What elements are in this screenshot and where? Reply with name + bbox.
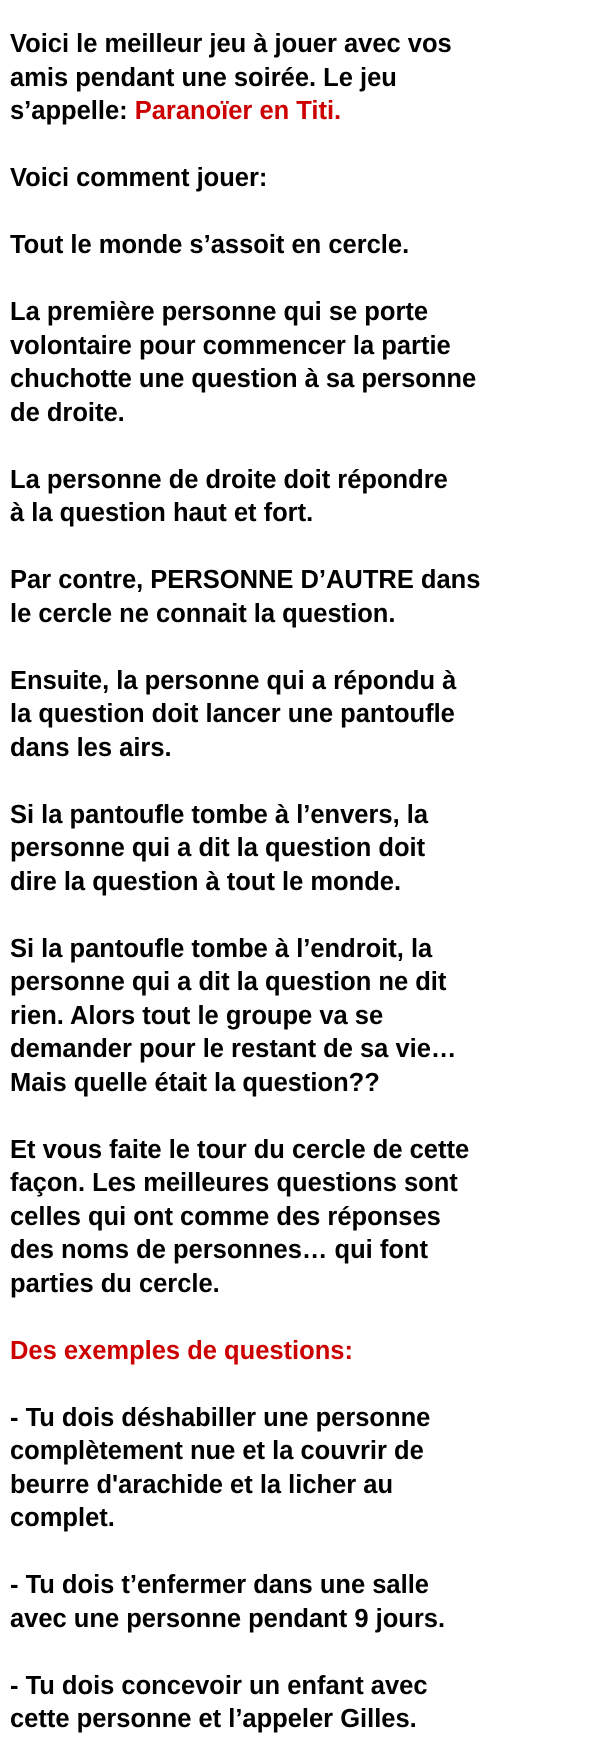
text-line: rien. Alors tout le groupe va se <box>10 1001 384 1030</box>
text-line: demander pour le restant de sa vie… <box>10 1035 457 1063</box>
text-line: Ensuite, la personne qui a répondu à <box>10 666 457 695</box>
text-line: Si la pantoufle tombe à l’endroit, la <box>10 934 433 963</box>
rule-paragraph <box>10 665 596 766</box>
rule-paragraph <box>10 296 596 430</box>
text-line: à la question haut et fort. <box>10 499 314 527</box>
text-line: Voici comment jouer: <box>10 164 268 192</box>
text-line: complètement nue et la couvrir de <box>10 1437 424 1465</box>
text-line: complet. <box>10 1504 115 1532</box>
text-line: - Tu dois t’enfermer dans une salle <box>10 1571 429 1599</box>
text-line: la question doit lancer une pantoufle <box>10 700 455 728</box>
text-line <box>10 95 596 129</box>
text-line: Tout le monde s’assoit en cercle. <box>10 231 410 259</box>
text-line: Par contre, PERSONNE D’AUTRE dans <box>10 566 481 594</box>
rule-paragraph <box>10 1134 596 1302</box>
rule-paragraph <box>10 564 596 631</box>
rule-paragraph <box>10 799 596 900</box>
rule-paragraph <box>10 229 596 263</box>
text-line: Des exemples de questions: <box>10 1336 353 1365</box>
text-line: chuchotte une question à sa personne <box>10 365 477 393</box>
text-line: - Tu dois déshabiller une personne <box>10 1403 431 1432</box>
rule-paragraph <box>10 933 596 1101</box>
text-line: Voici le meilleur jeu à jouer avec vos <box>10 30 452 58</box>
text-line: avec une personne pendant 9 jours. <box>10 1604 446 1633</box>
text-line: cette personne et l’appeler Gilles. <box>10 1705 417 1733</box>
example-item <box>10 1670 596 1737</box>
text-line: Si la pantoufle tombe à l’envers, la <box>10 800 429 829</box>
text-line: de droite. <box>10 398 125 427</box>
text-line: beurre d'arachide et la licher au <box>10 1470 394 1499</box>
text-line: personne qui a dit la question ne dit <box>10 968 447 996</box>
text-line: La première personne qui se porte <box>10 298 429 326</box>
intro-paragraph <box>10 28 596 129</box>
text-line: dans les airs. <box>10 733 172 762</box>
text-line: parties du cercle. <box>10 1269 220 1298</box>
text-line: personne qui a dit la question doit <box>10 834 426 862</box>
text-line: celles qui ont comme des réponses <box>10 1202 441 1231</box>
rule-paragraph <box>10 464 596 531</box>
text-line: Et vous faite le tour du cercle de cette <box>10 1135 470 1164</box>
text-line: La personne de droite doit répondre <box>10 465 448 494</box>
document-body <box>10 28 596 1737</box>
text-line: dire la question à tout le monde. <box>10 867 402 896</box>
how-to-heading <box>10 162 596 196</box>
text-line: le cercle ne connait la question. <box>10 599 396 628</box>
text-line: Mais quelle était la question?? <box>10 1068 380 1097</box>
text-line: volontaire pour commencer la partie <box>10 331 451 360</box>
text-line: façon. Les meilleures questions sont <box>10 1169 458 1197</box>
example-item <box>10 1402 596 1536</box>
text-line: des noms de personnes… qui font <box>10 1236 428 1264</box>
text-line: - Tu dois concevoir un enfant avec <box>10 1671 428 1700</box>
text-line: amis pendant une soirée. Le jeu <box>10 63 397 92</box>
examples-heading <box>10 1335 596 1369</box>
game-name: Paranoïer en Titi. <box>134 97 342 125</box>
example-item <box>10 1569 596 1636</box>
text-fragment: s’appelle: <box>10 97 135 125</box>
